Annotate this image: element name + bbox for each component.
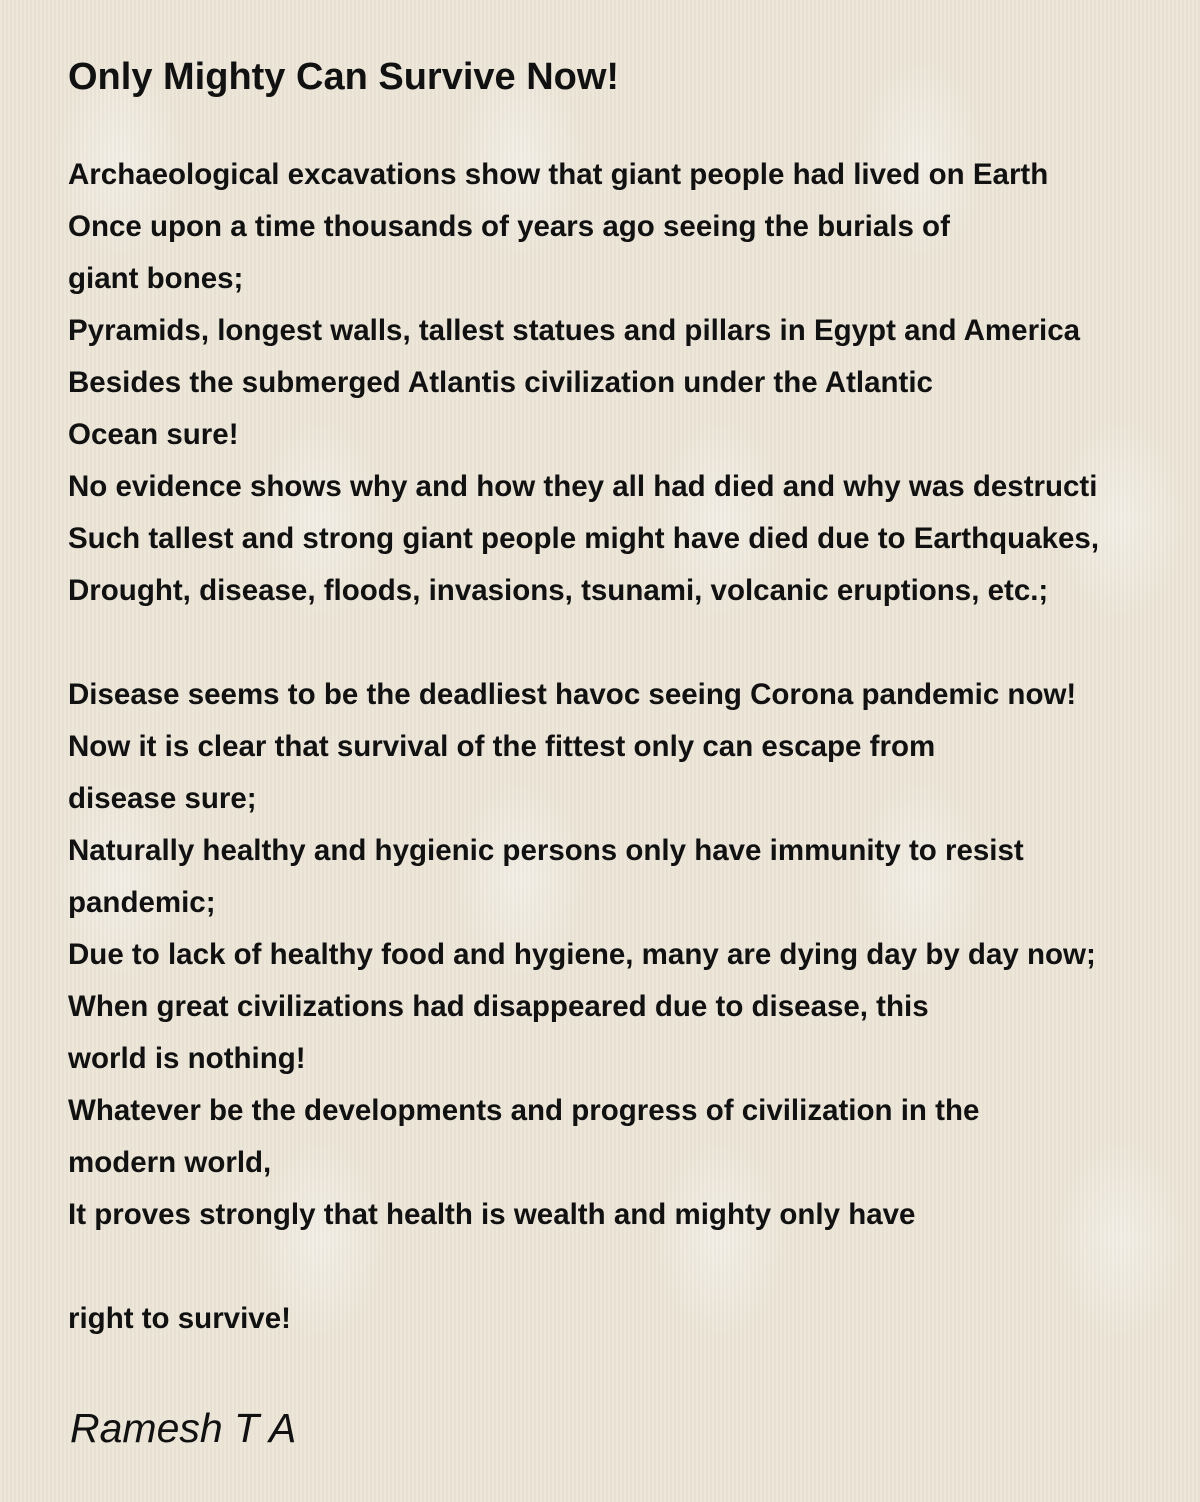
poem-body: [68, 149, 1200, 1345]
poem-stanza-break: [68, 1241, 1200, 1293]
poem-line: Such tallest and strong giant people might have died due to Earthquakes,: [68, 522, 1100, 555]
poem-line: world is nothing!: [68, 1042, 306, 1075]
poem-line: Ocean sure!: [68, 418, 239, 451]
poem-line: Due to lack of healthy food and hygiene, many are dying day by day now;: [68, 938, 1096, 971]
poem-line: Disease seems to be the deadliest havoc seeing Corona pandemic now!: [68, 678, 1077, 711]
poem-title: Only Mighty Can Survive Now!: [68, 56, 620, 98]
poem-line: Drought, disease, floods, invasions, tsunami, volcanic eruptions, etc.;: [68, 574, 1049, 607]
poem-line: right to survive!: [68, 1302, 291, 1335]
poem-line: pandemic;: [68, 886, 216, 919]
poem-container: [68, 50, 1200, 1345]
poem-line: disease sure;: [68, 782, 257, 815]
poem-line: Archaeological excavations show that giant people had lived on Earth: [68, 158, 1049, 191]
poem-line: Naturally healthy and hygienic persons only have immunity to resist: [68, 834, 1024, 867]
poem-line: Once upon a time thousands of years ago seeing the burials of: [68, 210, 950, 243]
poem-line: modern world,: [68, 1146, 272, 1179]
poem-line: No evidence shows why and how they all had died and why was destructi: [68, 470, 1098, 503]
poem-line: It proves strongly that health is wealth and mighty only have: [68, 1198, 916, 1231]
poem-line: Besides the submerged Atlantis civilization under the Atlantic: [68, 366, 933, 399]
poem-line: When great civilizations had disappeared due to disease, this: [68, 990, 929, 1023]
poem-stanza-break: [68, 617, 1200, 669]
poem-author: Ramesh T A: [70, 1405, 297, 1451]
poem-line: Pyramids, longest walls, tallest statues and pillars in Egypt and America: [68, 314, 1081, 347]
poem-line: giant bones;: [68, 262, 244, 295]
poem-line: Whatever be the developments and progress of civilization in the: [68, 1094, 980, 1127]
poem-line: Now it is clear that survival of the fittest only can escape from: [68, 730, 936, 763]
